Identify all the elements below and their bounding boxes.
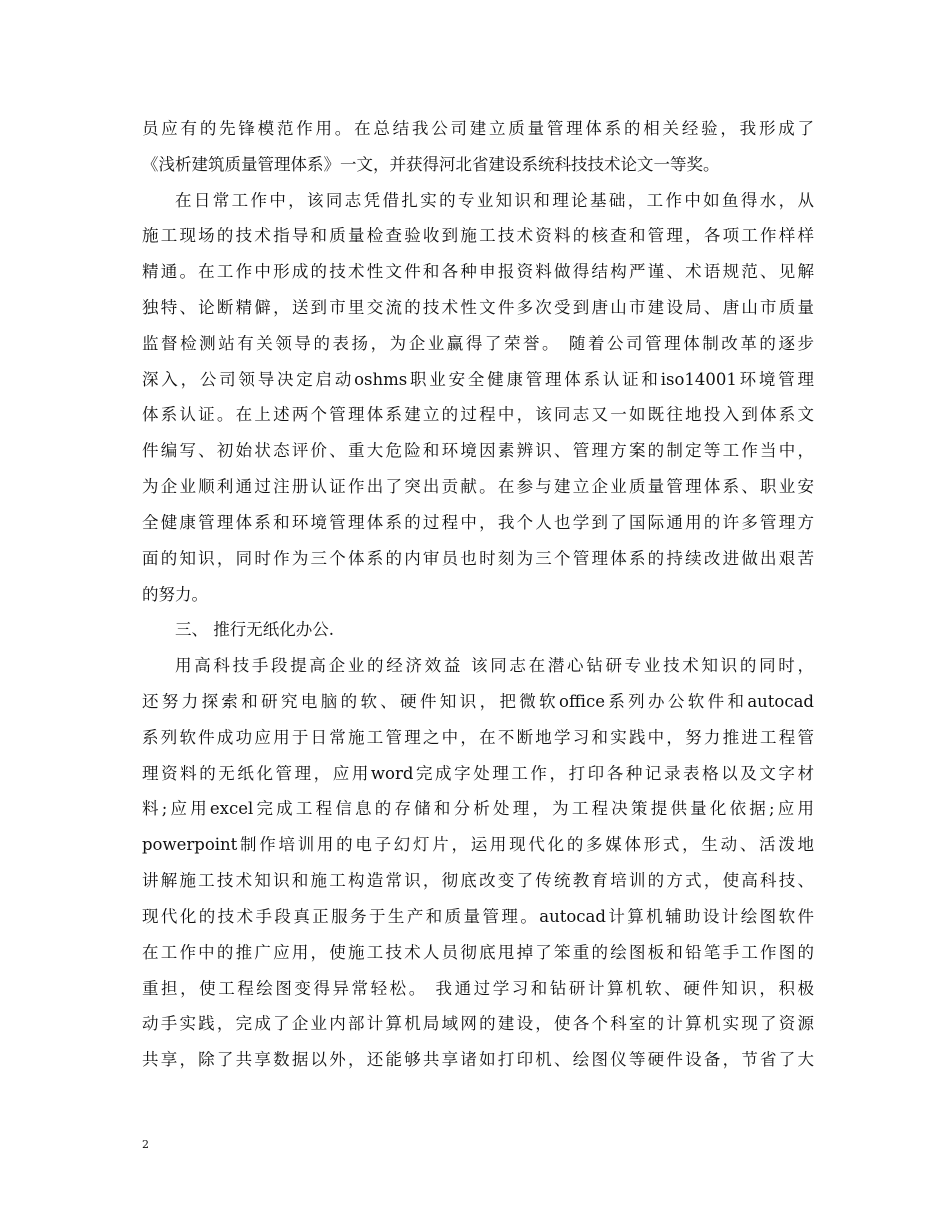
text-line: 深入，公司领导决定启动oshms职业安全健康管理体系认证和iso14001环境管理 [142, 370, 814, 389]
text-line: 精通。在工作中形成的技术性文件和各种申报资料做得结构严谨、术语规范、见解 [142, 262, 814, 281]
text-line: 面的知识，同时作为三个体系的内审员也时刻为三个管理体系的持续改进做出艰苦 [142, 549, 814, 568]
text-line: 讲解施工技术知识和施工构造常识，彻底改变了传统教育培训的方式，使高科技、 [142, 871, 814, 890]
text-line: 《浅析建筑质量管理体系》一文，并获得河北省建设系统科技技术论文一等奖。 [142, 155, 720, 174]
text-line: 独特、论断精僻，送到市里交流的技术性文件多次受到唐山市建设局、唐山市质量 [142, 298, 814, 317]
text-line: 体系认证。在上述两个管理体系建立的过程中，该同志又一如既往地投入到体系文 [142, 405, 814, 424]
text-line: 现代化的技术手段真正服务于生产和质量管理。autocad计算机辅助设计绘图软件 [142, 907, 814, 926]
text-line: 用高科技手段提高企业的经济效益 该同志在潜心钻研专业技术知识的同时， [175, 656, 814, 675]
text-line: 件编写、初始状态评价、重大危险和环境因素辨识、管理方案的制定等工作当中， [142, 441, 814, 460]
section-heading: 三、 推行无纸化办公. [175, 620, 334, 639]
text-line: 全健康管理体系和环境管理体系的过程中，我个人也学到了国际通用的许多管理方 [142, 513, 814, 532]
text-line: 料;应用excel完成工程信息的存储和分析处理，为工程决策提供量化依据;应用 [142, 799, 814, 818]
text-line: 重担，使工程绘图变得异常轻松。 我通过学习和钻研计算机软、硬件知识，积极 [142, 979, 814, 998]
text-line: 共享，除了共享数据以外，还能够共享诸如打印机、绘图仪等硬件设备，节省了大 [142, 1050, 814, 1069]
text-line: 系列软件成功应用于日常施工管理之中，在不断地学习和实践中，努力推进工程管 [142, 728, 814, 747]
text-line: 的努力。 [142, 585, 208, 604]
text-line: 监督检测站有关领导的表扬，为企业赢得了荣誉。 随着公司管理体制改革的逐步 [142, 334, 814, 353]
text-line: 员应有的先锋模范作用。在总结我公司建立质量管理体系的相关经验，我形成了 [142, 119, 814, 138]
text-line: 还努力探索和研究电脑的软、硬件知识，把微软office系列办公软件和autocad [142, 692, 814, 711]
text-line: 施工现场的技术指导和质量检查验收到施工技术资料的核查和管理，各项工作样样 [142, 226, 814, 245]
text-line: 为企业顺利通过注册认证作出了突出贡献。在参与建立企业质量管理体系、职业安 [142, 477, 814, 496]
text-line: 在工作中的推广应用，使施工技术人员彻底甩掉了笨重的绘图板和铅笔手工作图的 [142, 943, 814, 962]
page-number: 2 [142, 1138, 149, 1151]
text-line: 在日常工作中，该同志凭借扎实的专业知识和理论基础，工作中如鱼得水，从 [175, 191, 814, 210]
text-line: 动手实践，完成了企业内部计算机局域网的建设，使各个科室的计算机实现了资源 [142, 1014, 814, 1033]
text-line: powerpoint制作培训用的电子幻灯片，运用现代化的多媒体形式，生动、活泼地 [142, 835, 814, 854]
text-line: 理资料的无纸化管理，应用word完成字处理工作，打印各种记录表格以及文字材 [142, 764, 814, 783]
